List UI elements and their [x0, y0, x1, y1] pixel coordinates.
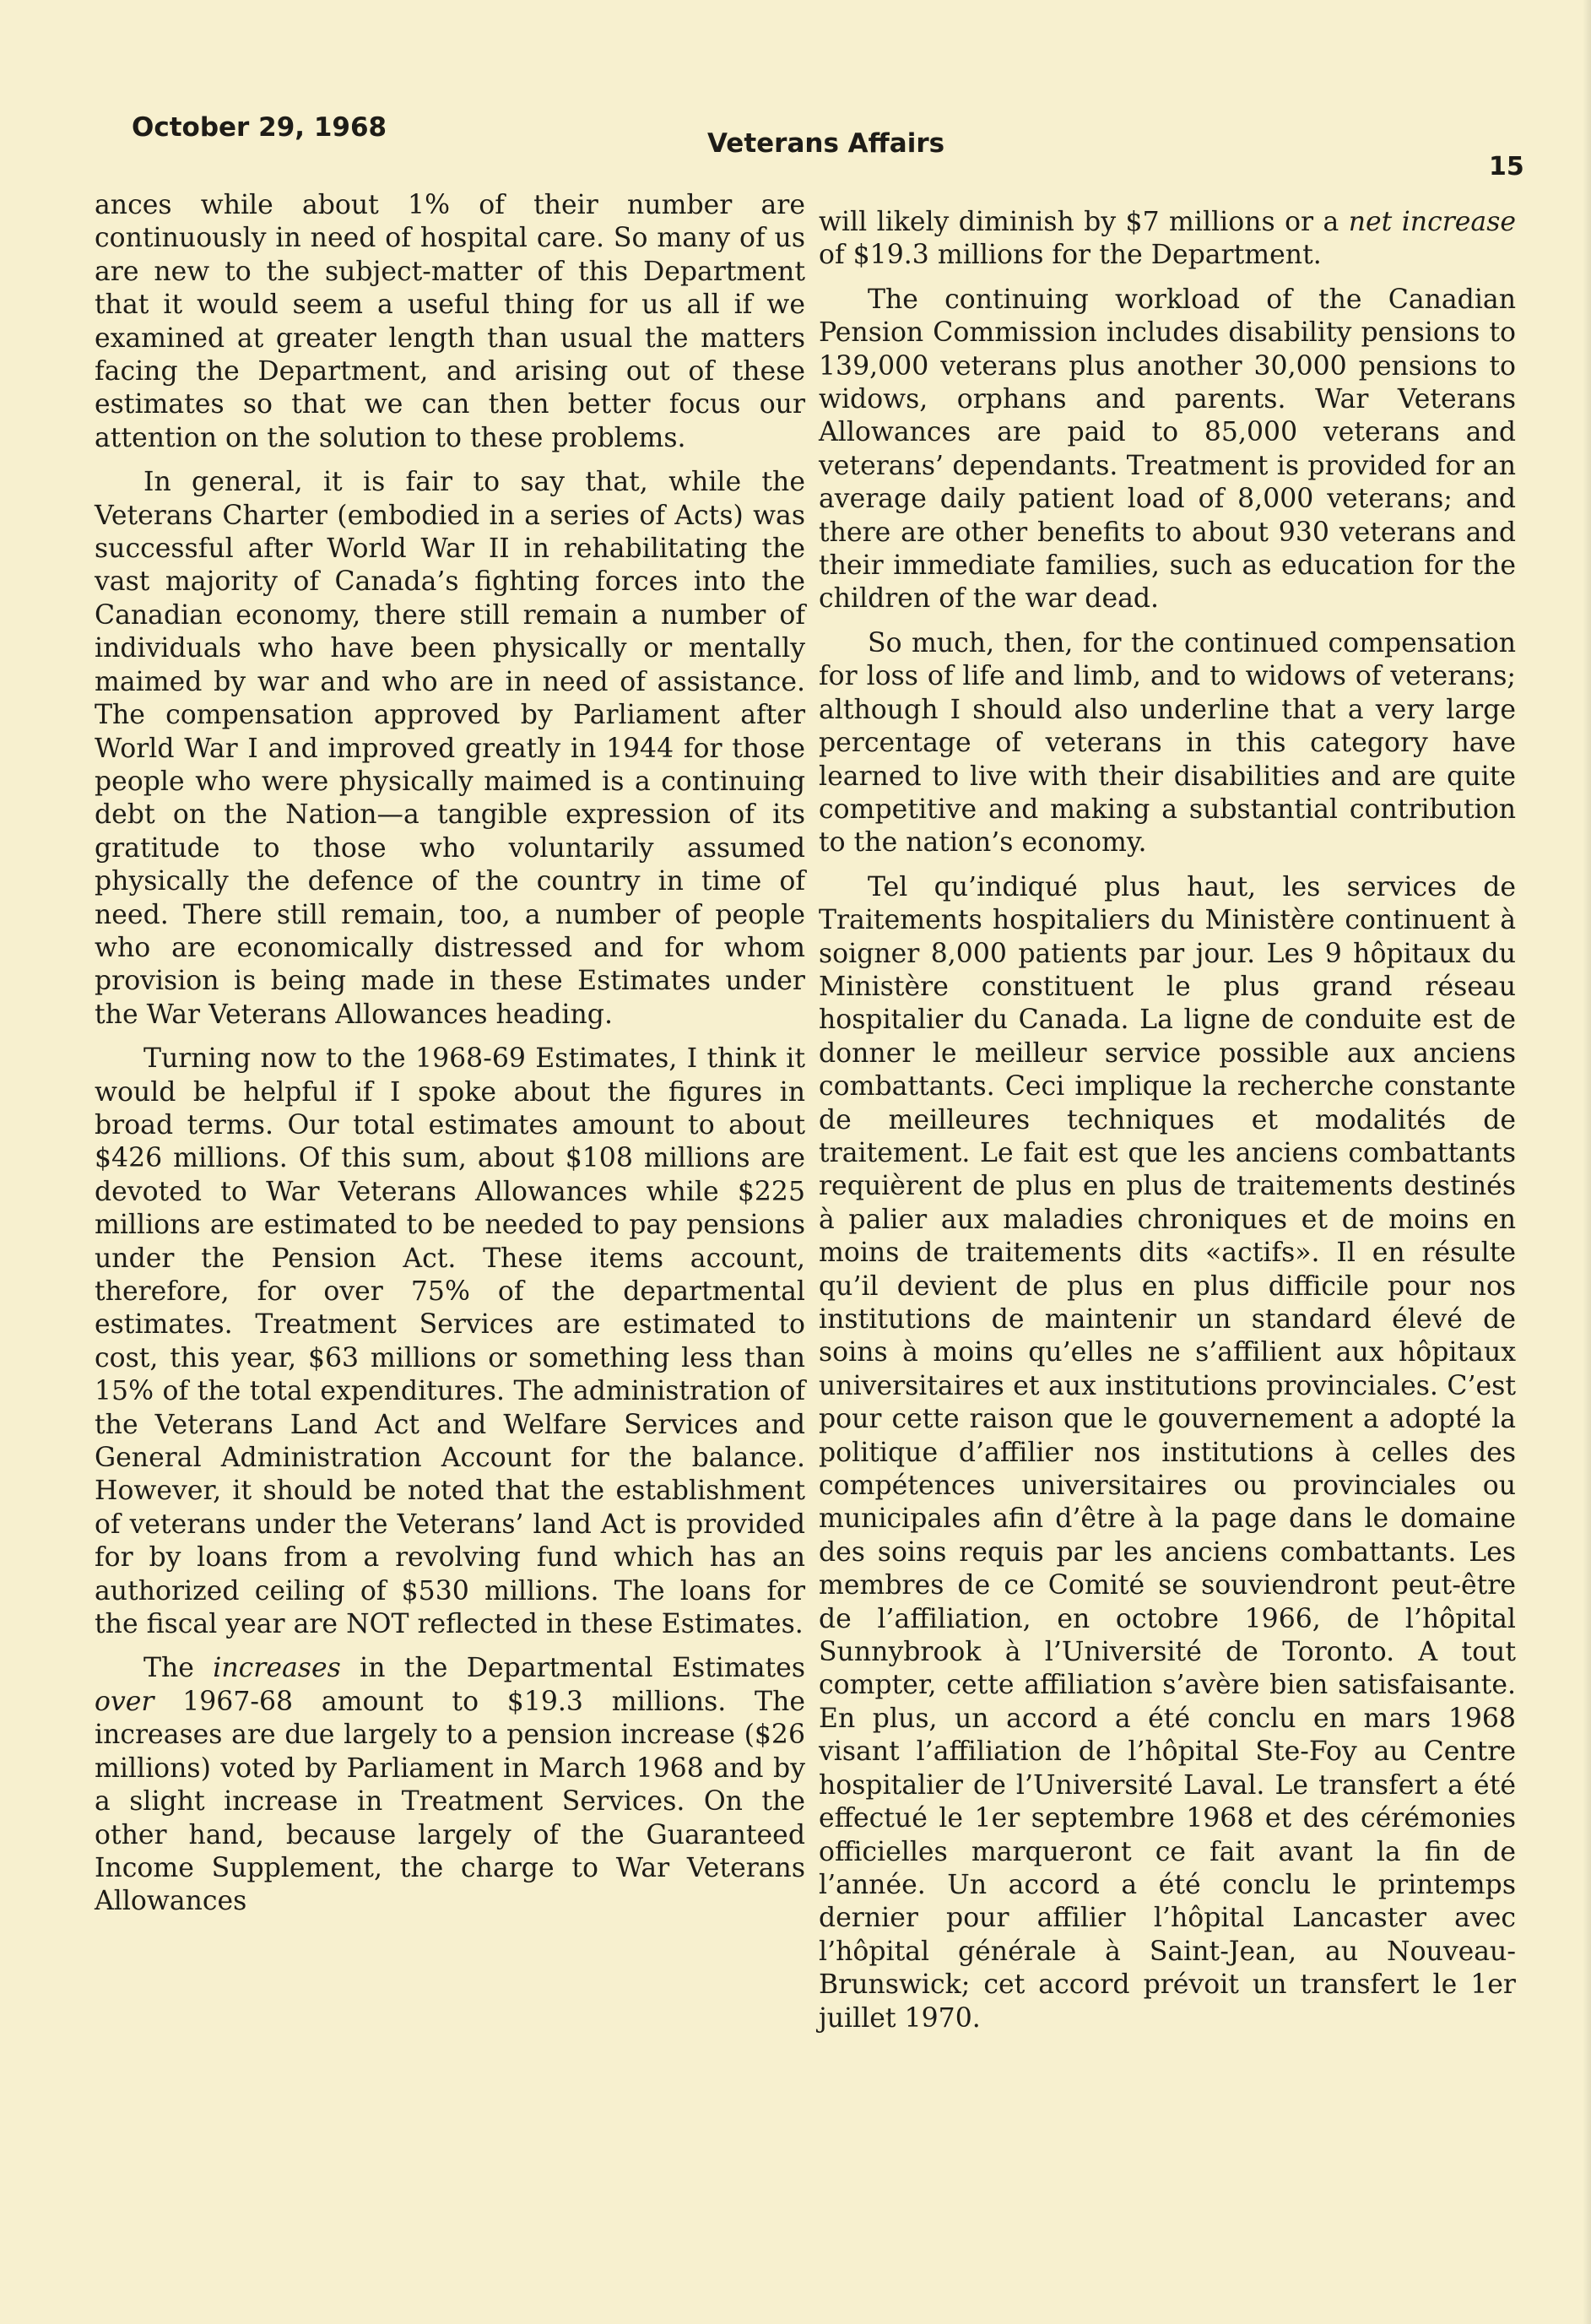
paragraph: ances while about 1% of their number are continuously in need of hospital care. So many of us are new to the subject-matter of this Department that it would seem a useful thing for us all if we examined at greater length than usual the matters facing the Department, and arising out of these estimates so that we can then better focus our attention on the solution to these problems. [95, 190, 805, 453]
paragraph [819, 206, 1516, 273]
emphasis-text: over [95, 1686, 154, 1717]
text-run: The [143, 1653, 214, 1684]
paragraph [95, 1652, 805, 1918]
paragraph: Tel qu’indiqué plus haut, les services de Traitements hospitaliers du Ministère continuent à soigner 8,000 patients par jour. Les 9 hôpitaux du Ministère constituent le plus grand réseau hospitalier du Canada. La ligne de conduite est de donner le meilleur service possible aux anciens combattants. Ceci implique la recherche constante de meilleures techniques et modalités de traitement. Le fait est que les anciens combattants requièrent de plus en plus de traitements destinés à palier aux maladies chroniques et de moins en moins de traitements dits «actifs». Il en résulte qu’il devient de plus en plus difficile pour nos institutions de maintenir un standard élevé de soins à moins qu’elles ne s’affilient aux hôpitaux universitaires et aux institutions provinciales. C’est pour cette raison que le gouvernement a adopté la politique d’affilier nos institutions à celles des compétences universitaires ou provinciales ou municipales afin d’être à la page dans le domaine des soins requis par les anciens combattants. Les membres de ce Comité se souviendront peut-être de l’affiliation, en octobre 1966, de l’hôpital Sunnybrook à l’Université de Toronto. A tout compter, cette affiliation s’avère bien satisfaisante. En plus, un accord a été conclu en mars 1968 visant l’affiliation de l’hôpital Ste-Foy au Centre hospitalier de l’Université Laval. Le transfert a été effectué le 1er septembre 1968 et des cérémonies officielles marqueront ce fait avant la fin de l’année. Un accord a été conclu le printemps dernier pour affilier l’hôpital Lancaster avec l’hôpital générale à Saint-Jean, au Nouveau-Brunswick; cet accord prévoit un transfert le 1er juillet 1970. [819, 871, 1516, 2034]
page-number: 15 [1489, 152, 1524, 181]
text-run: in the Departmental Estimates [340, 1653, 805, 1684]
left-column [95, 189, 805, 1930]
header-date: October 29, 1968 [132, 112, 387, 143]
paragraph: Turning now to the 1968-69 Estimates, I think it would be helpful if I spoke about the figures in broad terms. Our total estimates amount to about $426 millions. Of this sum, about $108 millions are devoted to War Veterans Allowances while $225 millions are estimated to be needed to pay pensions under the Pension Act. These items account, therefore, for over 75% of the departmental estimates. Treatment Services are estimated to cost, this year, $63 millions or something less than 15% of the total expenditures. The administration of the Veterans Land Act and Welfare Services and General Administration Account for the balance. However, it should be noted that the establishment of veterans under the Veterans’ land Act is provided for by loans from a revolving fund which has an authorized ceiling of $530 millions. The loans for the fiscal year are NOT reflected in these Estimates. [95, 1043, 805, 1640]
paragraph: In general, it is fair to say that, while the Veterans Charter (embodied in a series of Acts) was successful after World War II in rehabilitating the vast majority of Canada’s fighting forces into the Canadian economy, there still remain a number of individuals who have been physically or mentally maimed by war and who are in need of assistance. The compensation approved by Parliament after World War I and improved greatly in 1944 for those people who were physically maimed is a continuing debt on the Nation—a tangible expression of its gratitude to those who voluntarily assumed physically the defence of the country in time of need. There still remain, too, a number of people who are economically distressed and for whom provision is being made in these Estimates under the War Veterans Allowances heading. [95, 467, 805, 1030]
emphasis-text: increases [213, 1653, 341, 1684]
text-run: of $19.3 millions for the Department. [819, 240, 1322, 271]
page-edge-shadow [1583, 0, 1591, 2324]
running-title: Veterans Affairs [707, 128, 945, 159]
paragraph: The continuing workload of the Canadian Pension Commission includes disability pensions to 139,000 veterans plus another 30,000 pensions to widows, orphans and parents. War Veterans Allowances are paid to 85,000 veterans and veterans’ dependants. Treatment is provided for an average daily patient load of 8,000 veterans; and there are other benefits to about 930 veterans and their immediate families, such as education for the children of the war dead. [819, 284, 1516, 615]
paragraph: So much, then, for the continued compensation for loss of life and limb, and to widows of veterans; although I should also underline that a very large percentage of veterans in this category have learned to live with their disabilities and are quite competitive and making a substantial contribution to the nation’s economy. [819, 627, 1516, 859]
right-column [819, 206, 1516, 2046]
text-run: will likely diminish by $7 millions or a [819, 207, 1349, 237]
emphasis-text: net increase [1348, 207, 1516, 237]
text-run: 1967-68 amount to $19.3 millions. The increases are due largely to a pension increase ($26 millions) voted by Parliament in March 1968 and by a slight increase in Treatment Services. On the other hand, because largely of the Guaranteed Income Supplement, the charge to War Veterans Allowances [95, 1686, 805, 1917]
